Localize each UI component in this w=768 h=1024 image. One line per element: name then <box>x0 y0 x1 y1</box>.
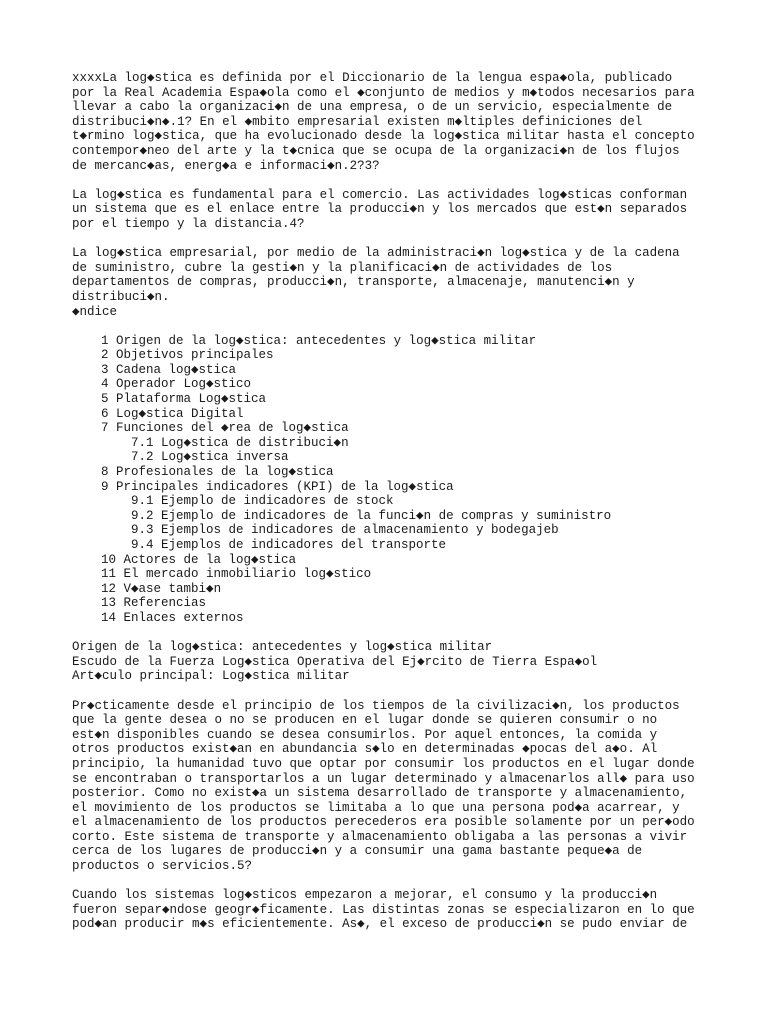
text-line: llevar a cabo la organizaci◆n de una empresa, o de un servicio, especialmente de <box>72 100 673 115</box>
toc-subitem[interactable]: 9.4 Ejemplos de indicadores del transporte <box>131 538 447 552</box>
paragraph-gap <box>72 684 762 699</box>
image-caption: Escudo de la Fuerza Log◆stica Operativa del Ej◆rcito de Tierra Espa◆ol <box>72 654 598 669</box>
toc-item[interactable]: 13 Referencias <box>101 596 207 611</box>
intro-paragraph-3 <box>72 246 762 319</box>
document-page <box>72 71 762 932</box>
text-line: La log◆stica es fundamental para el comercio. Las actividades log◆sticas conforman <box>72 187 688 202</box>
toc-item[interactable]: 8 Profesionales de la log◆stica <box>101 465 334 480</box>
toc-item[interactable]: 10 Actores de la log◆stica <box>101 552 297 567</box>
text-line: posterior. Como no exist◆a un sistema desarrollado de transporte y almacenamiento, <box>72 786 688 801</box>
main-article-link[interactable]: Art◆culo principal: Log◆stica militar <box>72 669 350 684</box>
index-heading: ◆ndice <box>72 304 118 319</box>
text-line: corto. Este sistema de transporte y almacenamiento obligaba a las personas a vivir <box>72 829 688 844</box>
toc-subitem[interactable]: 7.1 Log◆stica de distribuci◆n <box>131 435 349 450</box>
text-line: que la gente desea o no se producen en el lugar donde se quieren consumir o no <box>72 713 658 728</box>
paragraph-gap <box>72 232 762 247</box>
text-line: xxxxLa log◆stica es definida por el Diccionario de la lengua espa◆ola, publicado <box>72 71 673 85</box>
section-heading: Origen de la log◆stica: antecedentes y log◆stica militar <box>72 640 493 655</box>
text-line: Pr◆cticamente desde el principio de los tiempos de la civilizaci◆n, los productos <box>72 698 680 713</box>
intro-paragraph-2 <box>72 188 762 232</box>
text-line: por la Real Academia Espa◆ola como el ◆conjunto de medios y m◆todos necesarios para <box>72 85 695 100</box>
toc-subitem[interactable]: 9.1 Ejemplo de indicadores de stock <box>131 494 394 509</box>
text-line: contempor◆neo del arte y la t◆cnica que se ocupa de la organizaci◆n de los flujos <box>72 143 680 158</box>
toc-subitem[interactable]: 9.2 Ejemplo de indicadores de la funci◆n de compras y suministro <box>131 508 612 523</box>
toc-item[interactable]: 11 El mercado inmobiliario log◆stico <box>101 567 372 582</box>
text-line: departamentos de compras, producci◆n, transporte, almacenaje, manutenci◆n y <box>72 275 635 290</box>
toc-item[interactable]: 1 Origen de la log◆stica: antecedentes y log◆stica militar <box>101 333 537 348</box>
toc-item[interactable]: 2 Objetivos principales <box>101 348 274 363</box>
text-line: Cuando los sistemas log◆sticos empezaron a mejorar, el consumo y la producci◆n <box>72 888 658 903</box>
section-heading-block <box>72 640 762 684</box>
paragraph-gap <box>72 319 762 334</box>
text-line: un sistema que es el enlace entre la producci◆n y los mercados que est◆n separados <box>72 202 688 217</box>
text-line: otros productos exist◆an en abundancia s◆lo en determinadas ◆pocas del a◆o. Al <box>72 742 658 757</box>
text-line: principio, la humanidad tuvo que optar por consumir los productos en el lugar donde <box>72 756 695 771</box>
text-line: de mercanc◆as, energ◆a e informaci◆n.2?3? <box>72 158 380 173</box>
toc-item[interactable]: 7 Funciones del ◆rea de log◆stica <box>101 421 349 436</box>
text-line: cerca de los lugares de producci◆n y a consumir una gama bastante peque◆a de <box>72 844 643 859</box>
toc-subitem[interactable]: 7.2 Log◆stica inversa <box>131 450 289 465</box>
body-paragraph-4 <box>72 699 762 874</box>
paragraph-gap <box>72 874 762 889</box>
text-line: distribuci◆n◆.1? En el ◆mbito empresarial existen m◆ltiples definiciones del <box>72 114 643 129</box>
text-line: se encontraban o transportarlos a un lugar determinado y almacenarlos all◆ para uso <box>72 771 695 786</box>
toc-item[interactable]: 5 Plataforma Log◆stica <box>101 392 267 407</box>
intro-paragraph-1 <box>72 71 762 173</box>
body-paragraph-5 <box>72 888 762 932</box>
paragraph-gap <box>72 173 762 188</box>
text-line: t◆rmino log◆stica, que ha evolucionado desde la log◆stica militar hasta el concepto <box>72 129 695 144</box>
text-line: fueron separ◆ndose geogr◆ficamente. Las distintas zonas se especializaron en lo que <box>72 902 695 917</box>
toc-item[interactable]: 9 Principales indicadores (KPI) de la log◆stica <box>101 479 454 494</box>
table-of-contents <box>72 334 762 626</box>
text-line: pod◆an producir m◆s eficientemente. As◆, el exceso de producci◆n se pudo enviar de <box>72 917 688 932</box>
toc-item[interactable]: 14 Enlaces externos <box>101 610 244 625</box>
toc-item[interactable]: 6 Log◆stica Digital <box>101 406 244 421</box>
toc-item[interactable]: 12 V◆ase tambi◆n <box>101 581 222 596</box>
text-line: est◆n disponibles cuando se desea consumirlos. Por aquel entonces, la comida y <box>72 727 658 742</box>
text-line: productos o servicios.5? <box>72 859 253 874</box>
toc-subitem[interactable]: 9.3 Ejemplos de indicadores de almacenamiento y bodegajeb <box>131 523 559 538</box>
text-line: por el tiempo y la distancia.4? <box>72 216 305 231</box>
text-line: el movimiento de los productos se limitaba a lo que una persona pod◆a acarrear, y <box>72 800 680 815</box>
text-line: La log◆stica empresarial, por medio de la administraci◆n log◆stica y de la cadena <box>72 246 680 261</box>
paragraph-gap <box>72 626 762 641</box>
toc-item[interactable]: 3 Cadena log◆stica <box>101 362 237 377</box>
text-line: de suministro, cubre la gesti◆n y la planificaci◆n de actividades de los <box>72 260 613 275</box>
text-line: distribuci◆n. <box>72 289 170 304</box>
text-line: el almacenamiento de los productos perecederos era posible solamente por un per◆odo <box>72 815 695 830</box>
toc-item[interactable]: 4 Operador Log◆stico <box>101 377 252 392</box>
